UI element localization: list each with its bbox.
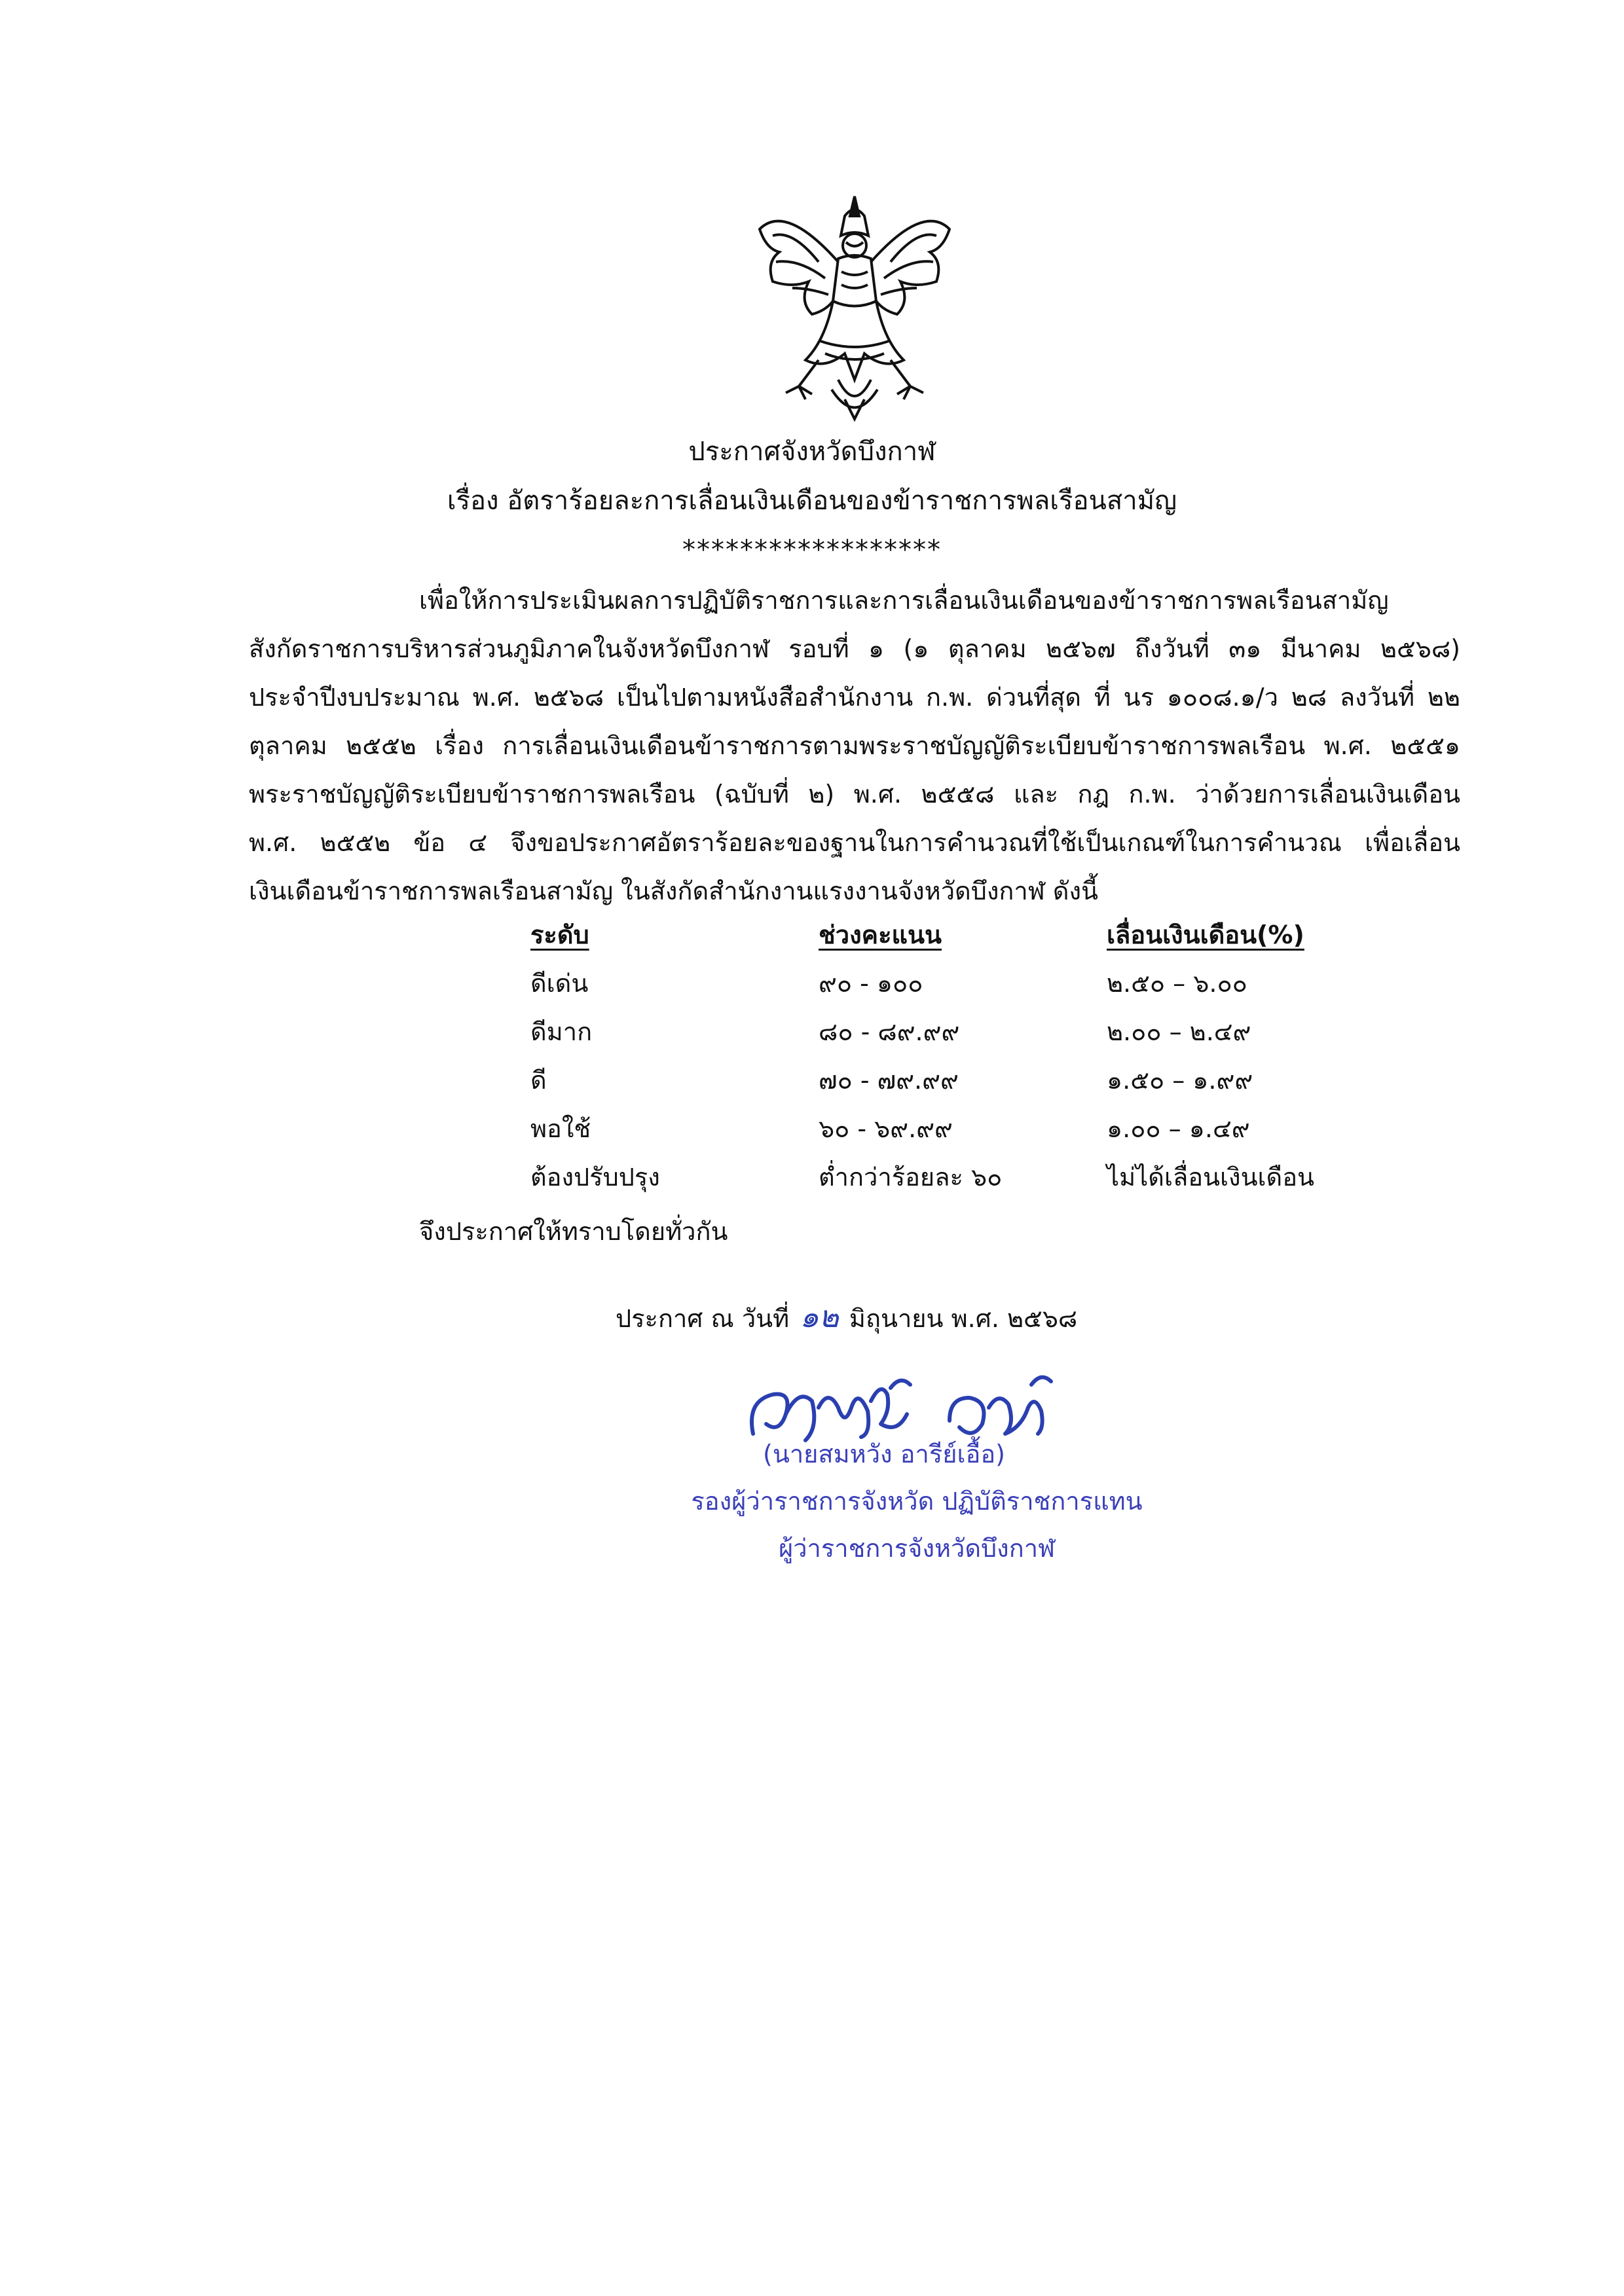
row-raise: ๑.๕๐ – ๑.๙๙ — [1107, 1065, 1253, 1095]
row-score: ๗๐ - ๗๙.๙๙ — [819, 1065, 959, 1095]
table-header-row — [530, 910, 1369, 958]
row-raise: ไม่ได้เลื่อนเงินเดือน — [1107, 1162, 1315, 1192]
body-line: ตุลาคม ๒๕๕๒ เรื่อง การเลื่อนเงินเดือนข้าราชการตามพระราชบัญญัติระเบียบข้าราชการพลเรือน พ.ศ. ๒๕๕๑ — [249, 731, 1460, 760]
row-score: ต่ำกว่าร้อยละ ๖๐ — [819, 1162, 1003, 1192]
body-paragraph — [249, 576, 1460, 915]
header-level: ระดับ — [530, 920, 589, 949]
date-suffix: มิถุนายน พ.ศ. ๒๕๖๘ — [849, 1304, 1078, 1333]
row-raise: ๒.๕๐ – ๖.๐๐ — [1107, 968, 1247, 998]
row-score: ๘๐ - ๘๙.๙๙ — [819, 1017, 960, 1046]
garuda-emblem-icon — [747, 190, 963, 426]
table-row — [530, 1055, 1369, 1104]
body-line: พระราชบัญญัติระเบียบข้าราชการพลเรือน (ฉบับที่ ๒) พ.ศ. ๒๕๕๘ และ กฎ ก.พ. ว่าด้วยการเลื่อนเงินเดือน — [249, 780, 1460, 809]
body-line: สังกัดราชการบริหารส่วนภูมิภาคในจังหวัดบึงกาฬ รอบที่ ๑ (๑ ตุลาคม ๒๕๖๗ ถึงวันที่ ๓๑ มีนาคม ๒๕๖๘) — [249, 634, 1461, 663]
row-level: ดีเด่น — [530, 968, 589, 998]
body-line: ประจำปีงบประมาณ พ.ศ. ๒๕๖๘ เป็นไปตามหนังสือสำนักงาน ก.พ. ด่วนที่สุด ที่ นร ๑๐๐๘.๑/ว ๒๘ ลงวันที่ ๒๒ — [249, 683, 1460, 712]
signatory-position-line2: ผู้ว่าราชการจังหวัดบึงกาฬ — [778, 1534, 1056, 1563]
row-score: ๙๐ - ๑๐๐ — [819, 968, 923, 998]
row-level: พอใช้ — [530, 1114, 591, 1143]
salary-raise-table — [530, 910, 1369, 1201]
table-row — [530, 1152, 1369, 1201]
signatory-name: (นายสมหวัง อารีย์เอื้อ) — [763, 1440, 1005, 1468]
date-day: ๑๒ — [800, 1299, 839, 1334]
signatory-position: รองผู้ว่าราชการจังหวัด ปฏิบัติราชการแทน — [691, 1487, 1143, 1516]
row-level: ดี — [530, 1065, 547, 1095]
closing-statement: จึงประกาศให้ทราบโดยทั่วกัน — [419, 1217, 728, 1246]
row-level: ต้องปรับปรุง — [530, 1162, 660, 1192]
table-row — [530, 1007, 1369, 1055]
row-raise: ๒.๐๐ – ๒.๔๙ — [1107, 1017, 1251, 1046]
body-line: เพื่อให้การประเมินผลการปฏิบัติราชการและการเลื่อนเงินเดือนของข้าราชการพลเรือนสามัญ — [419, 586, 1389, 615]
header-raise: เลื่อนเงินเดือน(%) — [1107, 920, 1304, 949]
table-row — [530, 958, 1369, 1007]
announcement-subject: เรื่อง อัตราร้อยละการเลื่อนเงินเดือนของข้าราชการพลเรือนสามัญ — [447, 486, 1177, 516]
table-row — [530, 1104, 1369, 1152]
body-line: เงินเดือนข้าราชการพลเรือนสามัญ ในสังกัดสำนักงานแรงงานจังหวัดบึงกาฬ ดังนี้ — [249, 877, 1099, 905]
body-line: พ.ศ. ๒๕๕๒ ข้อ ๔ จึงขอประกาศอัตราร้อยละของฐานในการคำนวณที่ใช้เป็นเกณฑ์ในการคำนวณ เพื่อเลื่อน — [249, 828, 1460, 857]
row-raise: ๑.๐๐ – ๑.๔๙ — [1107, 1114, 1250, 1143]
date-prefix: ประกาศ ณ วันที่ — [616, 1304, 790, 1333]
header-score: ช่วงคะแนน — [819, 920, 942, 949]
separator-stars: ****************** — [682, 535, 942, 565]
announcement-date — [616, 1293, 1077, 1341]
row-score: ๖๐ - ๖๙.๙๙ — [819, 1114, 953, 1143]
announcement-heading: ประกาศจังหวัดบึงกาฬ — [688, 437, 936, 467]
row-level: ดีมาก — [530, 1017, 593, 1046]
